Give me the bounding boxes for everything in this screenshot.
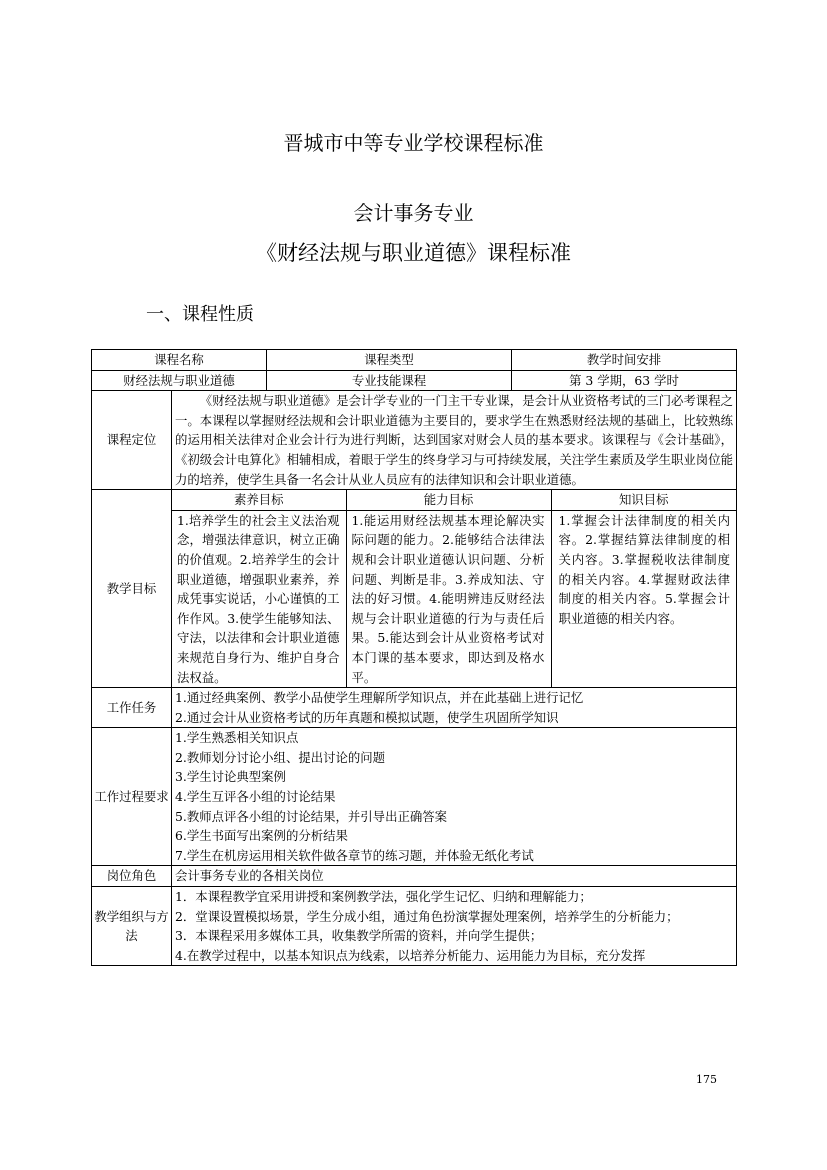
process-label: 工作过程要求 [92, 728, 172, 866]
header-course-name: 课程名称 [92, 350, 267, 371]
major-title: 会计事务专业 [353, 201, 474, 225]
goals-table [172, 490, 736, 687]
goal-ability-text: 1.能运用财经法规基本理论解决实际问题的能力。2.能够结合法律法规和会计职业道德认识问题、分析问题、判断是非。3.养成知法、守法的好习惯。4.能明辨违反财经法规与会计职业道德的行为与责任后果。5.能达到会计从业资格考试对本门课的基本要求，即达到及格水平。 [346, 510, 551, 687]
table-row [92, 688, 737, 728]
task-item: 1.通过经典案例、教学小品使学生理解所学知识点，并在此基础上进行记忆 [175, 690, 584, 706]
table-row [172, 510, 736, 687]
goal-knowledge-text: 1.掌握会计法律制度的相关内容。2.掌握结算法律制度的相关内容。3.掌握税收法律制度的相关内容。4.掌握财政法律制度的相关内容。5.掌握会计职业道德的相关内容。 [551, 510, 736, 687]
process-item: 7.学生在机房运用相关软件做各章节的练习题，并体验无纸化考试 [175, 847, 534, 863]
role-label: 岗位角色 [92, 866, 172, 887]
process-item: 4.学生互评各小组的讨论结果 [175, 789, 336, 805]
table-row [92, 866, 737, 887]
section-heading: 一、课程性质 [146, 304, 254, 325]
table-row [92, 490, 737, 688]
organization-label: 教学组织与方法 [92, 887, 172, 966]
process-item: 3.学生讨论典型案例 [175, 769, 286, 785]
course-type-value: 专业技能课程 [267, 370, 512, 391]
header-course-type: 课程类型 [267, 350, 512, 371]
table-row [92, 391, 737, 490]
organization-item: 2．堂课设置模拟场景，学生分成小组，通过角色扮演掌握处理案例，培养学生的分析能力； [175, 908, 679, 924]
table-row [92, 350, 737, 371]
process-item: 5.教师点评各小组的讨论结果，并引导出正确答案 [175, 808, 448, 824]
document-title: 晋城市中等专业学校课程标准 [283, 131, 544, 155]
course-standard-table [91, 349, 737, 966]
process-item: 6.学生书面写出案例的分析结果 [175, 828, 348, 844]
process-item: 2.教师划分讨论小组、提出讨论的问题 [175, 749, 386, 765]
organization-item: 4.在教学过程中，以基本知识点为线索，以培养分析能力、运用能力为目标，充分发挥 [175, 947, 646, 963]
header-time: 教学时间安排 [512, 350, 737, 371]
goals-cell [172, 490, 737, 688]
page-number: 175 [696, 1073, 717, 1086]
table-row [172, 490, 736, 510]
organization-item: 3．本课程采用多媒体工具，收集教学所需的资料，并向学生提供； [175, 928, 543, 944]
positioning-label: 课程定位 [92, 391, 172, 490]
organization-text [172, 887, 737, 966]
course-title: 《财经法规与职业道德》课程标准 [256, 241, 571, 265]
goal-header-ability: 能力目标 [346, 490, 551, 510]
role-text: 会计事务专业的各相关岗位 [172, 866, 737, 887]
organization-item: 1．本课程教学宜采用讲授和案例教学法，强化学生记忆、归纳和理解能力； [175, 889, 592, 905]
goals-label: 教学目标 [92, 490, 172, 688]
goal-header-quality: 素养目标 [172, 490, 346, 510]
goal-quality-text: 1.培养学生的社会主义法治观念，增强法律意识，树立正确的价值观。2.培养学生的会计职业道德，增强职业素养，养成凭事实说话，小心谨慎的工作作风。3.使学生能够知法、守法，以法律和会计职业道德来规范自身行为、维护自身合法权益。 [172, 510, 346, 687]
goal-header-knowledge: 知识目标 [551, 490, 736, 510]
process-item: 1.学生熟悉相关知识点 [175, 730, 299, 746]
task-label: 工作任务 [92, 688, 172, 728]
table-row [92, 370, 737, 391]
task-text [172, 688, 737, 728]
course-name-value: 财经法规与职业道德 [92, 370, 267, 391]
table-row [92, 728, 737, 866]
process-text [172, 728, 737, 866]
task-item: 2.通过会计从业资格考试的历年真题和模拟试题，使学生巩固所学知识 [175, 709, 559, 725]
positioning-text: 《财经法规与职业道德》是会计学专业的一门主干专业课，是会计从业资格考试的三门必考课程之一。本课程以掌握财经法规和会计职业道德为主要目的，要求学生在熟悉财经法规的基础上，比较熟练的运用相关法律对企业会计行为进行判断，达到国家对财会人员的基本要求。该课程与《会计基础》，《初级会计电算化》相辅相成，着眼于学生的终身学习与可持续发展，关注学生素质及学生职业岗位能力的培养，使学生具备一名会计从业人员应有的法律知识和会计职业道德。 [172, 391, 737, 490]
table-row [92, 887, 737, 966]
time-value: 第 3 学期，63 学时 [512, 370, 737, 391]
